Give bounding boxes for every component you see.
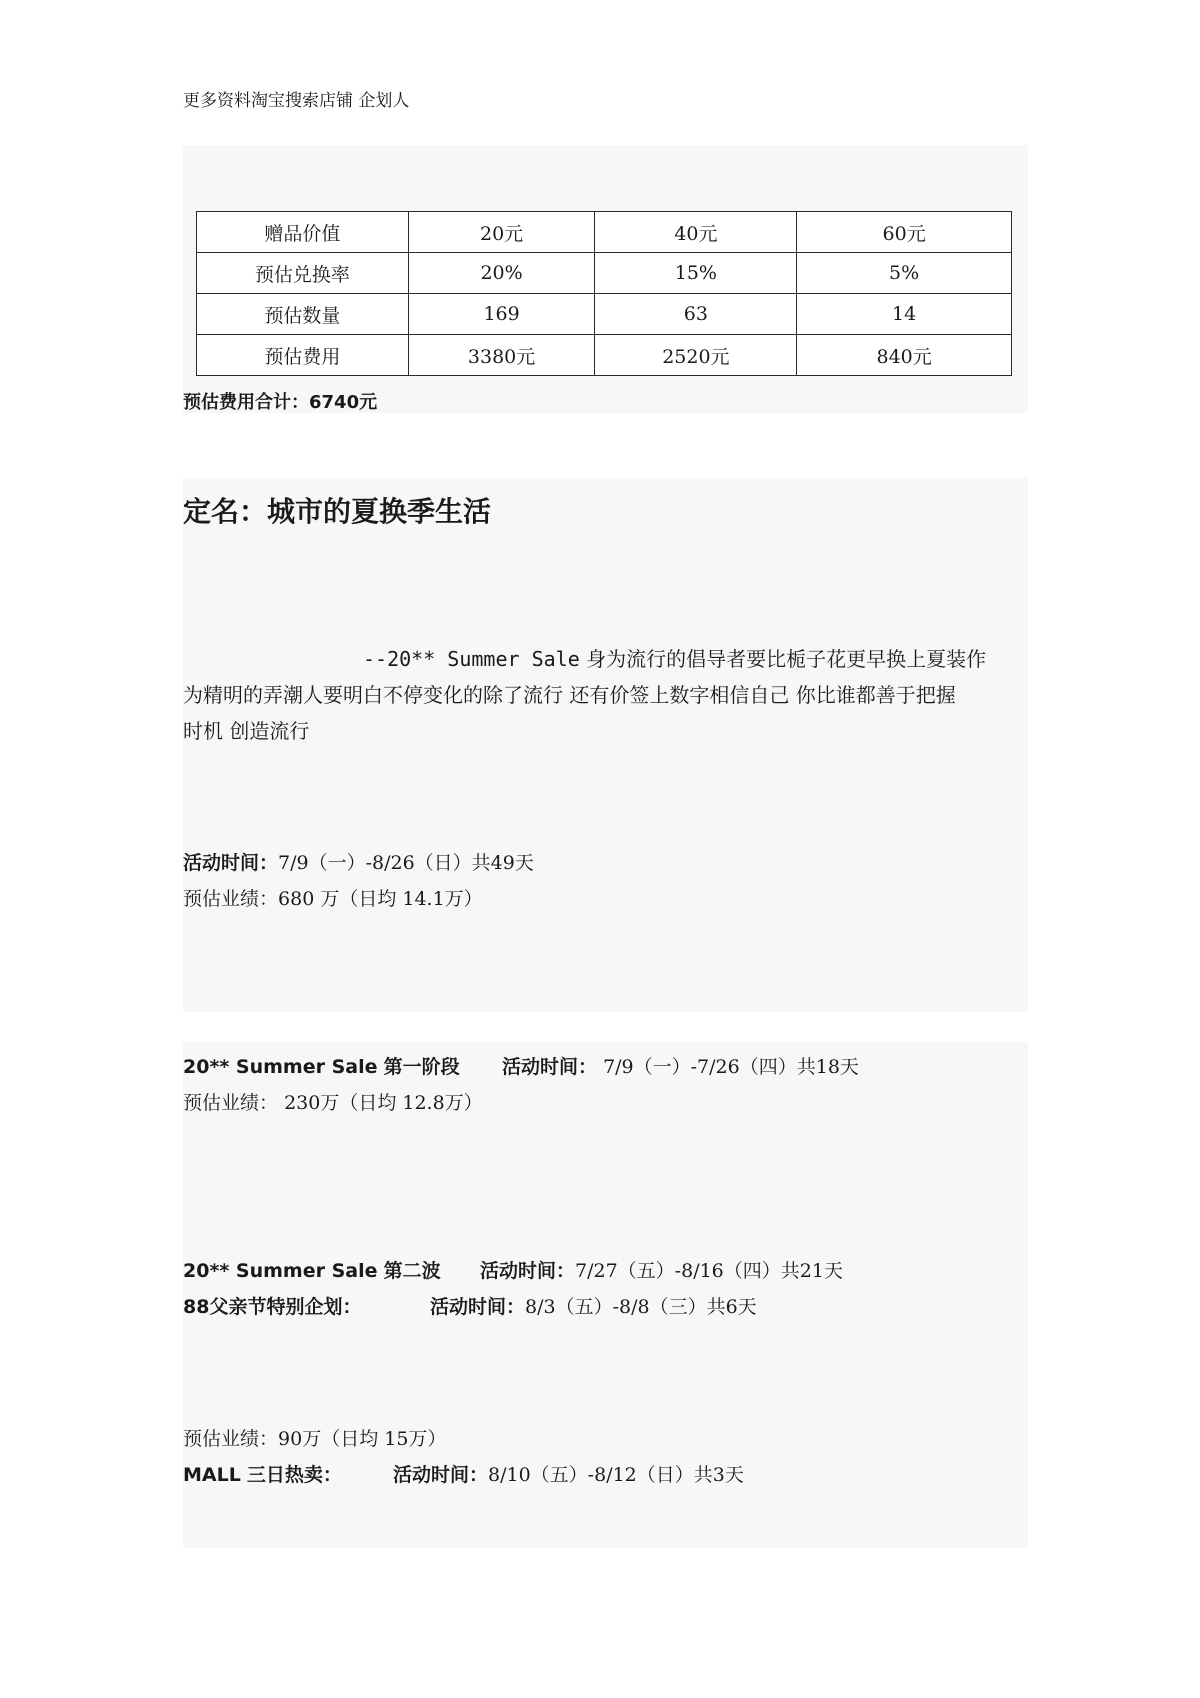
phase1-name-prefix: 20** Summer Sale xyxy=(183,1056,378,1078)
overall-perf-value: 680 万（日均 14.1万） xyxy=(278,888,483,910)
phase2-name-prefix: 20** Summer Sale xyxy=(183,1260,378,1282)
row-label: 预估费用 xyxy=(197,335,409,376)
total-cost: 预估费用合计：6740元 xyxy=(183,392,378,413)
phase2-name-suffix: 第二波 xyxy=(383,1260,441,1282)
gift-table xyxy=(196,211,1012,376)
fathers-day-heading xyxy=(183,1292,361,1319)
fathers-day-performance xyxy=(183,1424,446,1451)
slogan-lead: --20** Summer Sale xyxy=(363,647,580,671)
overall-perf-label: 预估业绩： xyxy=(183,888,279,910)
slogan-line3: 时机 创造流行 xyxy=(183,719,310,743)
header-text: 更多资料淘宝搜索店铺 企划人 xyxy=(183,91,410,111)
row-label: 预估数量 xyxy=(197,294,409,335)
table-cell: 169 xyxy=(408,294,595,335)
phase1-performance xyxy=(183,1088,483,1115)
mall-time-label: 活动时间： xyxy=(393,1464,489,1486)
fathers-day-time-value: 8/3（五）-8/8（三）共6天 xyxy=(525,1296,757,1318)
row-label: 预估兑换率 xyxy=(197,253,409,294)
phase2-heading xyxy=(183,1256,441,1283)
phase1-time-value: 7/9（一）-7/26（四）共18天 xyxy=(603,1056,859,1078)
phase2-time-value: 7/27（五）-8/16（四）共21天 xyxy=(575,1260,843,1282)
mall-time-value: 8/10（五）-8/12（日）共3天 xyxy=(488,1464,744,1486)
mall-name-suffix: 三日热卖： xyxy=(246,1464,342,1486)
row-label: 赠品价值 xyxy=(197,212,409,253)
table-row xyxy=(197,253,1012,294)
overall-time-label: 活动时间： xyxy=(183,852,279,874)
phase1-time-label: 活动时间： xyxy=(502,1056,598,1078)
table-cell: 840元 xyxy=(797,335,1012,376)
table-cell: 20% xyxy=(408,253,595,294)
fathers-day-perf-value: 90万（日均 15万） xyxy=(278,1428,447,1450)
phase1-heading xyxy=(183,1052,460,1079)
overall-time xyxy=(183,848,534,875)
table-cell: 40元 xyxy=(595,212,797,253)
table-row xyxy=(197,294,1012,335)
phase2-time-label: 活动时间： xyxy=(480,1260,576,1282)
page-title: 定名：城市的夏换季生活 xyxy=(183,495,492,528)
overall-time-value: 7/9（一）-8/26（日）共49天 xyxy=(278,852,534,874)
phase1-time xyxy=(502,1052,859,1079)
slogan-paragraph xyxy=(183,641,1028,749)
table-cell: 15% xyxy=(595,253,797,294)
fathers-day-time xyxy=(430,1292,757,1319)
overall-performance xyxy=(183,884,483,911)
table-cell: 5% xyxy=(797,253,1012,294)
fathers-day-time-label: 活动时间： xyxy=(430,1296,526,1318)
mall-time xyxy=(393,1460,744,1487)
table-cell: 20元 xyxy=(408,212,595,253)
table-row xyxy=(197,212,1012,253)
phase1-perf-label: 预估业绩： xyxy=(183,1092,279,1114)
phase1-name-suffix: 第一阶段 xyxy=(383,1056,460,1078)
fathers-day-perf-label: 预估业绩： xyxy=(183,1428,279,1450)
table-cell: 60元 xyxy=(797,212,1012,253)
phase2-time xyxy=(480,1256,843,1283)
table-cell: 3380元 xyxy=(408,335,595,376)
table-cell: 14 xyxy=(797,294,1012,335)
table-cell: 2520元 xyxy=(595,335,797,376)
mall-heading xyxy=(183,1460,342,1487)
table-row xyxy=(197,335,1012,376)
fathers-day-name: 88父亲节特别企划： xyxy=(183,1296,362,1318)
mall-name-prefix: MALL xyxy=(183,1464,241,1486)
table-cell: 63 xyxy=(595,294,797,335)
slogan-line1: 身为流行的倡导者要比栀子花更早换上夏装作 xyxy=(586,647,987,671)
phase1-perf-value: 230万（日均 12.8万） xyxy=(284,1092,483,1114)
slogan-line2: 为精明的弄潮人要明白不停变化的除了流行 还有价签上数字相信自己 你比谁都善于把握 xyxy=(183,683,956,707)
